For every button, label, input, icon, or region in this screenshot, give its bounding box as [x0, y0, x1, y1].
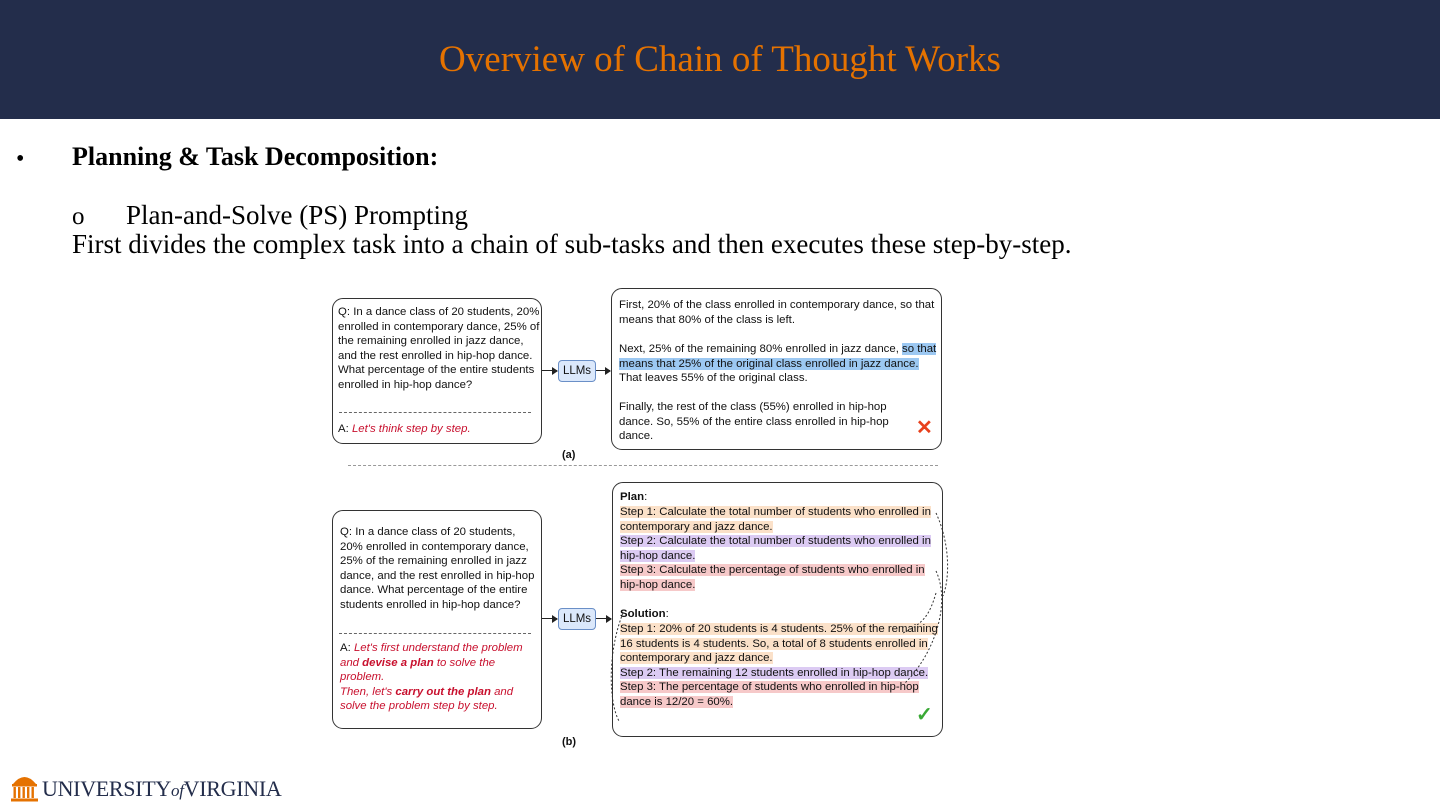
panel-b-output-box — [612, 482, 943, 737]
panel-a-output-p2-end: That leaves 55% of the original class. — [619, 372, 808, 385]
panel-b-answer — [340, 641, 540, 714]
wordmark-university: UNIVERSITY — [42, 776, 171, 801]
sub-bullet-marker: o — [72, 203, 85, 230]
panel-a-caption: (a) — [562, 449, 576, 461]
panel-b-answer-part1: Let's first understand the problem and — [340, 642, 523, 669]
panel-a-arrow-out — [596, 370, 610, 371]
plan-step-3: Step 3: Calculate the percentage of students who enrolled in hip-hop dance. — [620, 564, 925, 591]
panel-b-answer-part2: to solve the problem. — [340, 656, 496, 684]
panel-b-answer-part4: and solve the problem step by step. — [340, 685, 514, 713]
panel-a-output-p3: Finally, the rest of the class (55%) enrolled in hip-hop dance. So, 55% of the entire class enrolled in hip-hop dance. — [619, 401, 889, 443]
panel-a-output-p2-start: Next, 25% of the remaining 80% enrolled in jazz dance, — [619, 343, 903, 355]
sub-bullet-heading: Plan-and-Solve (PS) Prompting — [126, 200, 468, 230]
panel-a-arrow-in — [542, 370, 557, 371]
panel-a-llm-box: LLMs — [558, 360, 596, 382]
panel-b-question-box — [332, 510, 542, 729]
slide-title: Overview of Chain of Thought Works — [439, 39, 1001, 80]
panel-b-answer-bold1: devise a plan — [362, 656, 434, 669]
panel-b-arrow-in — [542, 618, 557, 619]
panel-a-answer-prompt: Let's think step by step. — [351, 423, 471, 435]
solution-step-1: Step 1: 20% of 20 students is 4 students. 25% of the remaining 16 students is 4 students. So, a total of 8 students enrolled in contemporary and jazz dance. — [620, 623, 938, 665]
wordmark-virginia: VIRGINIA — [183, 776, 282, 801]
panel-a-output-box — [611, 288, 942, 450]
plan-label: Plan: — [620, 491, 648, 503]
panel-a-output-p2-highlight: so that means that 25% of the original class enrolled in jazz dance. — [619, 343, 937, 370]
plan-step-2: Step 2: Calculate the total number of students who enrolled in hip-hop dance. — [620, 535, 931, 562]
panel-b-caption: (b) — [562, 736, 577, 748]
panel-b-question: Q: In a dance class of 20 students, 20% enrolled in contemporary dance, 25% of the remaining enrolled in jazz dance, and the rest enrolled in hip-hop dance. What percentage of the entire students enrolled in hip-hop dance? — [340, 526, 535, 611]
bullet-heading: Planning & Task Decomposition: — [72, 142, 439, 171]
plan-step-1: Step 1: Calculate the total number of students who enrolled in contemporary and jazz dance. — [620, 506, 931, 533]
solution-label-text: Solution — [620, 608, 666, 620]
plan-label-text: Plan — [620, 491, 645, 503]
panel-a-question-box — [332, 298, 542, 444]
wrong-mark-icon: ✕ — [916, 417, 933, 439]
panel-a-answer — [338, 422, 540, 437]
solution-step-2: Step 2: The remaining 12 students enrolled in hip-hop dance. — [620, 666, 929, 679]
panel-separator — [348, 465, 938, 466]
panel-b-answer-bold2: carry out the plan — [395, 685, 491, 698]
panel-a-divider — [339, 412, 531, 413]
panel-b-llm-box: LLMs — [558, 608, 596, 630]
rotunda-logo-icon — [11, 772, 38, 802]
panel-a-output-p2 — [619, 342, 937, 386]
panel-b-answer-part3: Then, let's — [340, 685, 396, 698]
description-text: First divides the complex task into a chain of sub-tasks and then executes these step-by-step. — [72, 229, 1072, 259]
solution-label: Solution: — [620, 608, 669, 620]
check-mark-icon: ✓ — [916, 704, 933, 726]
panel-b-divider — [339, 633, 531, 634]
university-wordmark — [42, 776, 281, 802]
panel-a-output-p1: First, 20% of the class enrolled in contemporary dance, so that means that 80% of the class is left. — [619, 299, 935, 326]
panel-b-answer-prefix: A: — [340, 642, 354, 654]
step-link-lines — [605, 503, 950, 728]
solution-step-3: Step 3: The percentage of students who enrolled in hip-hop dance is 12/20 = 60%. — [620, 681, 919, 708]
panel-a-answer-prefix: A: — [338, 423, 352, 435]
wordmark-of: of — [171, 781, 184, 800]
bullet-marker: • — [16, 146, 25, 172]
panel-a-question: Q: In a dance class of 20 students, 20% enrolled in contemporary dance, 25% of the remaining enrolled in jazz dance, and the rest enrolled in hip-hop dance. What percentage of the entire students enrolled in hip-hop dance? — [338, 306, 540, 391]
